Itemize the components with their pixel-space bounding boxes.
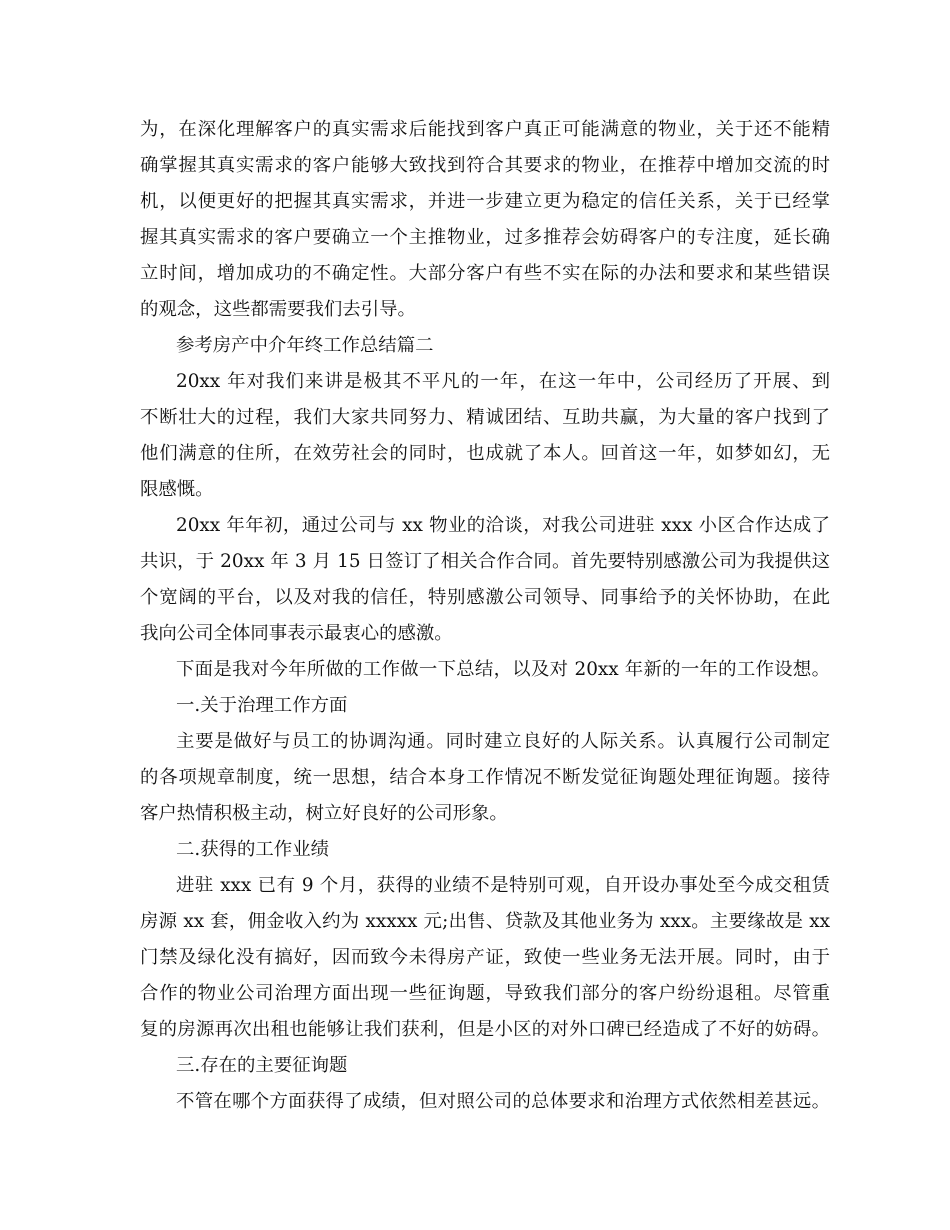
text-line: 不管在哪个方面获得了成绩，但对照公司的总体要求和治理方式依然相差甚远。 [176,1091,830,1112]
text-line: 20xx 年对我们来讲是极其不平凡的一年，在这一年中，公司经历了开展、到 [176,371,830,392]
text-line: 二.获得的工作业绩 [176,839,329,860]
text-line: 20xx 年年初，通过公司与 xx 物业的洽谈，对我公司进驻 xxx 小区合作达成了 [176,515,830,536]
text-line: 主要是做好与员工的协调沟通。同时建立良好的人际关系。认真履行公司制定 [176,731,830,752]
text-line: 确掌握其真实需求的客户能够大致找到符合其要求的物业，在推荐中增加交流的时 [140,155,830,176]
text-line: 握其真实需求的客户要确立一个主推物业，过多推荐会妨碍客户的专注度，延长确 [140,227,830,248]
text-line: 机，以便更好的把握其真实需求，并进一步建立更为稳定的信任关系，关于已经掌 [140,191,830,212]
text-line: 共识，于 20xx 年 3 月 15 日签订了相关合作合同。首先要特别感激公司为我提供这 [140,551,830,572]
text-line: 的各项规章制度，统一思想，结合本身工作情况不断发觉征询题处理征询题。接待 [140,767,830,788]
text-line: 不断壮大的过程，我们大家共同努力、精诚团结、互助共赢，为大量的客户找到了 [140,407,830,428]
text-line: 立时间，增加成功的不确定性。大部分客户有些不实在际的办法和要求和某些错误 [140,263,830,284]
text-line: 门禁及绿化没有搞好，因而致今未得房产证，致使一些业务无法开展。同时，由于 [140,947,830,968]
text-line: 限感慨。 [140,479,214,500]
text-line: 为，在深化理解客户的真实需求后能找到客户真正可能满意的物业，关于还不能精 [140,119,830,140]
text-line: 房源 xx 套，佣金收入约为 xxxxx 元;出售、贷款及其他业务为 xxx。主要缘故是 xx [140,911,830,932]
text-line: 参考房产中介年终工作总结篇二 [176,335,434,356]
document-body [140,112,830,1120]
text-line: 合作的物业公司治理方面出现一些征询题，导致我们部分的客户纷纷退租。尽管重 [140,983,830,1004]
text-line: 我向公司全体同事表示最衷心的感激。 [140,623,453,644]
text-line: 的观念，这些都需要我们去引导。 [140,299,416,320]
text-line: 三.存在的主要征询题 [176,1055,348,1076]
text-line: 个宽阔的平台，以及对我的信任，特别感激公司领导、同事给予的关怀协助，在此 [140,587,830,608]
text-line: 下面是我对今年所做的工作做一下总结，以及对 20xx 年新的一年的工作设想。 [176,659,830,680]
text-line: 进驻 xxx 已有 9 个月，获得的业绩不是特别可观，自开设办事处至今成交租赁 [176,875,830,896]
text-line: 客户热情积极主动，树立好良好的公司形象。 [140,803,508,824]
text-line: 复的房源再次出租也能够让我们获利，但是小区的对外口碑已经造成了不好的妨碍。 [140,1019,830,1040]
text-line: 一.关于治理工作方面 [176,695,348,716]
text-line: 他们满意的住所，在效劳社会的同时，也成就了本人。回首这一年，如梦如幻，无 [140,443,830,464]
